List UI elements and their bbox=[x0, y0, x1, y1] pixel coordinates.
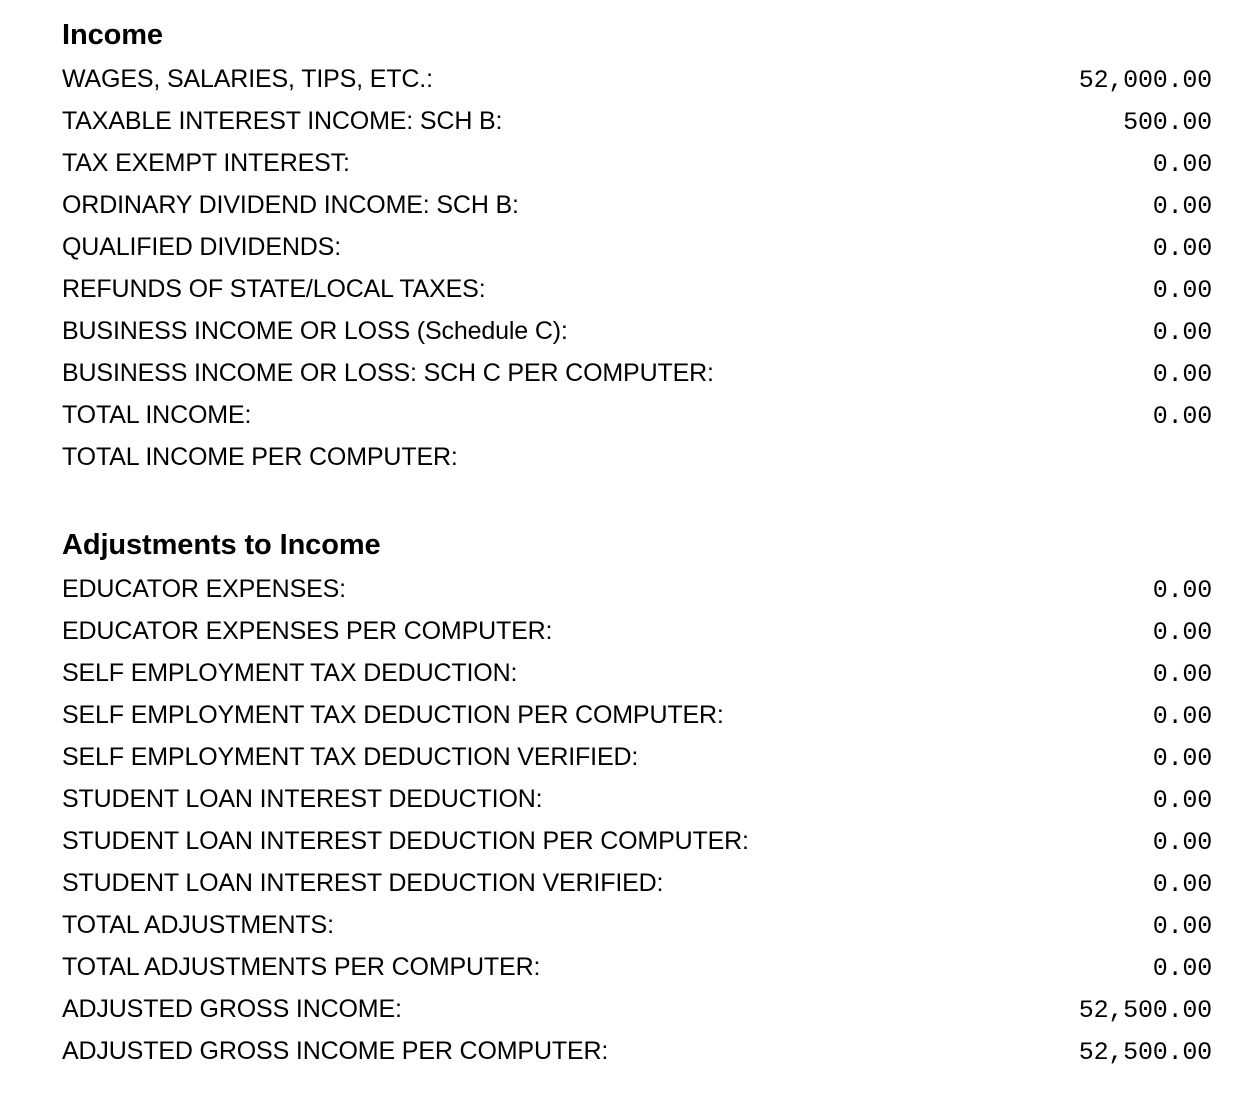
sections-container bbox=[62, 14, 1228, 1072]
line-item-row bbox=[62, 436, 1228, 478]
line-item-label: REFUNDS OF STATE/LOCAL TAXES: bbox=[62, 275, 486, 303]
line-item-row bbox=[62, 568, 1228, 610]
line-item-row bbox=[62, 778, 1228, 820]
line-item-value: 0.00 bbox=[1152, 744, 1212, 773]
line-item-label: SELF EMPLOYMENT TAX DEDUCTION: bbox=[62, 659, 518, 687]
line-item-value: 0.00 bbox=[1152, 318, 1212, 347]
line-item-value: 0.00 bbox=[1152, 618, 1212, 647]
line-item-row bbox=[62, 610, 1228, 652]
line-item-row bbox=[62, 58, 1228, 100]
line-item-row bbox=[62, 268, 1228, 310]
line-item-label: WAGES, SALARIES, TIPS, ETC.: bbox=[62, 65, 433, 93]
line-item-row bbox=[62, 310, 1228, 352]
line-item-row bbox=[62, 184, 1228, 226]
line-item-value: 0.00 bbox=[1152, 954, 1212, 983]
line-item-label: BUSINESS INCOME OR LOSS: SCH C PER COMPUTER: bbox=[62, 359, 714, 387]
line-item-value: 0.00 bbox=[1152, 870, 1212, 899]
line-item-label: SELF EMPLOYMENT TAX DEDUCTION VERIFIED: bbox=[62, 743, 639, 771]
line-item-value: 52,500.00 bbox=[1078, 996, 1212, 1025]
line-item-row bbox=[62, 394, 1228, 436]
line-item-row bbox=[62, 946, 1228, 988]
line-item-label: TAX EXEMPT INTEREST: bbox=[62, 149, 350, 177]
line-item-label: TOTAL ADJUSTMENTS PER COMPUTER: bbox=[62, 953, 541, 981]
line-item-row bbox=[62, 652, 1228, 694]
line-item-label: BUSINESS INCOME OR LOSS (Schedule C): bbox=[62, 317, 568, 345]
line-item-value: 0.00 bbox=[1152, 360, 1212, 389]
section-income bbox=[62, 14, 1228, 478]
line-item-label: EDUCATOR EXPENSES PER COMPUTER: bbox=[62, 617, 553, 645]
line-item-row bbox=[62, 142, 1228, 184]
line-item-value: 0.00 bbox=[1152, 786, 1212, 815]
line-item-value: 0.00 bbox=[1152, 576, 1212, 605]
line-item-row bbox=[62, 100, 1228, 142]
line-item-label: TOTAL INCOME: bbox=[62, 401, 252, 429]
line-item-value: 52,500.00 bbox=[1078, 1038, 1212, 1067]
line-item-row bbox=[62, 736, 1228, 778]
line-item-list bbox=[62, 58, 1228, 478]
line-item-label: STUDENT LOAN INTEREST DEDUCTION PER COMPUTER: bbox=[62, 827, 749, 855]
line-item-value: 0.00 bbox=[1152, 150, 1212, 179]
line-item-value: 0.00 bbox=[1152, 402, 1212, 431]
line-item-value: 0.00 bbox=[1152, 912, 1212, 941]
section-heading: Adjustments to Income bbox=[62, 529, 381, 561]
line-item-value: 0.00 bbox=[1152, 192, 1212, 221]
line-item-label: ADJUSTED GROSS INCOME: bbox=[62, 995, 402, 1023]
line-item-row bbox=[62, 1030, 1228, 1072]
line-item-value: 0.00 bbox=[1152, 276, 1212, 305]
line-item-row bbox=[62, 904, 1228, 946]
line-item-label: STUDENT LOAN INTEREST DEDUCTION: bbox=[62, 785, 543, 813]
line-item-value: 0.00 bbox=[1152, 660, 1212, 689]
line-item-list bbox=[62, 568, 1228, 1072]
line-item-label: EDUCATOR EXPENSES: bbox=[62, 575, 346, 603]
line-item-label: STUDENT LOAN INTEREST DEDUCTION VERIFIED: bbox=[62, 869, 664, 897]
line-item-value: 500.00 bbox=[1123, 108, 1212, 137]
line-item-label: QUALIFIED DIVIDENDS: bbox=[62, 233, 341, 261]
line-item-label: SELF EMPLOYMENT TAX DEDUCTION PER COMPUTER: bbox=[62, 701, 724, 729]
line-item-label: TOTAL ADJUSTMENTS: bbox=[62, 911, 334, 939]
line-item-row bbox=[62, 694, 1228, 736]
line-item-value: 0.00 bbox=[1152, 702, 1212, 731]
line-item-label: ORDINARY DIVIDEND INCOME: SCH B: bbox=[62, 191, 519, 219]
line-item-row bbox=[62, 226, 1228, 268]
line-item-row bbox=[62, 820, 1228, 862]
line-item-row bbox=[62, 988, 1228, 1030]
line-item-row bbox=[62, 352, 1228, 394]
section-heading: Income bbox=[62, 19, 163, 51]
line-item-value: 52,000.00 bbox=[1078, 66, 1212, 95]
line-item-row bbox=[62, 862, 1228, 904]
line-item-value: 0.00 bbox=[1152, 234, 1212, 263]
section-adjustments-to-income bbox=[62, 524, 1228, 1072]
line-item-label: TOTAL INCOME PER COMPUTER: bbox=[62, 443, 458, 471]
line-item-label: TAXABLE INTEREST INCOME: SCH B: bbox=[62, 107, 503, 135]
line-item-value: 0.00 bbox=[1152, 828, 1212, 857]
line-item-label: ADJUSTED GROSS INCOME PER COMPUTER: bbox=[62, 1037, 609, 1065]
